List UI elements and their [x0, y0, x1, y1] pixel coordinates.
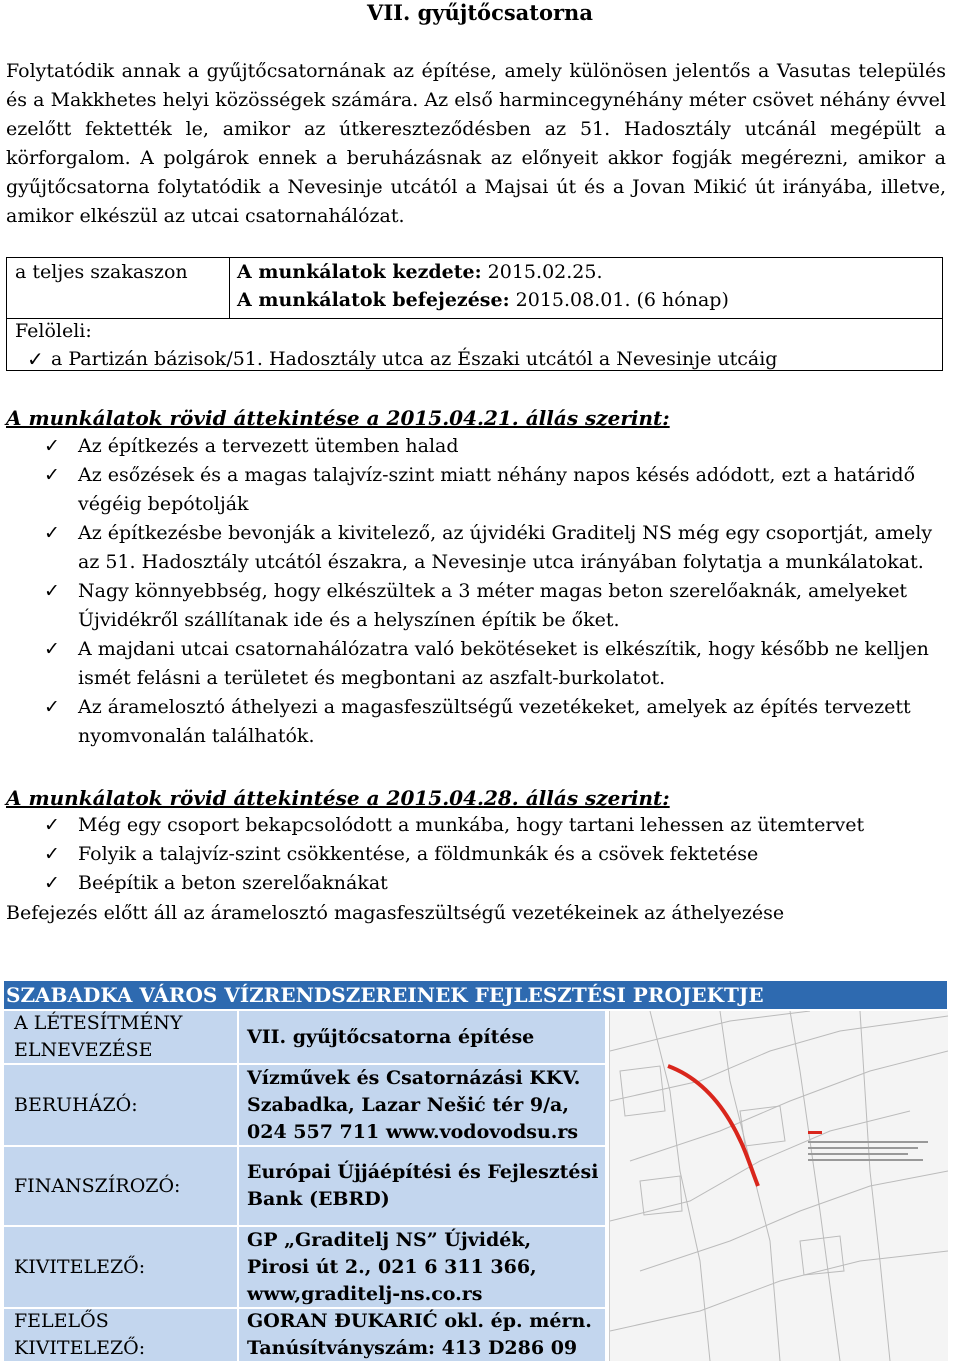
project-info-panel [4, 981, 947, 1361]
project-row [4, 1147, 605, 1225]
project-row [4, 1309, 605, 1361]
list-item-text: A majdani utcai csatornahálózatra való bekötéseket is elkészítik, hogy később ne kelljen ismét felásni a területet és megbontani az aszfalt-burkolatot. [78, 638, 929, 689]
check-icon: ✓ [44, 814, 60, 836]
list-item [6, 811, 941, 840]
route-line [668, 1066, 758, 1186]
section-label: a teljes szakaszon [15, 261, 188, 283]
covers-item: a Partizán bázisok/51. Hadosztály utca az Északi utcától a Nevesinje utcáig [51, 348, 778, 370]
project-row-label [14, 1092, 138, 1119]
project-row-value [247, 1227, 537, 1308]
end-line [237, 289, 729, 311]
project-title: SZABADKA VÁROS VÍZRENDSZEREINEK FEJLESZTÉSI PROJEKTJE [4, 981, 947, 1009]
project-row-label-line: ELNEVEZÉSE [14, 1039, 153, 1061]
project-row [4, 1227, 605, 1307]
route-map [609, 1011, 948, 1361]
project-row-label-line: FELELŐS [14, 1310, 109, 1332]
list-item [6, 432, 941, 461]
list-item-text: Beépítik a beton szerelőaknákat [78, 872, 388, 894]
check-icon: ✓ [44, 435, 60, 457]
project-row-value [247, 1065, 580, 1146]
list-item-text: Az építkezésbe bevonják a kivitelező, az újvidéki Graditelj NS még egy csoportját, amely az 51. Hadosztály utcától északra, a Nevesinje utca irányában folytatja a munkálatokat. [78, 522, 933, 573]
schedule-dates-row [7, 258, 942, 319]
project-row-value-line: Vízművek és Csatornázási KKV. [247, 1067, 581, 1089]
end-date: 2015.08.01. (6 hónap) [515, 289, 729, 311]
schedule-divider [229, 258, 230, 318]
project-row-value [247, 1024, 534, 1051]
check-icon: ✓ [44, 580, 60, 602]
project-row-label-line: KIVITELEZŐ: [14, 1337, 146, 1359]
project-table [4, 1011, 605, 1361]
review-2-list [6, 811, 941, 898]
closing-note: Befejezés előtt áll az áramelosztó magasfeszültségű vezetékeinek az áthelyezése [6, 902, 785, 924]
project-row-label [14, 1254, 145, 1281]
list-item [6, 840, 941, 869]
project-row-value-line: VII. gyűjtőcsatorna építése [247, 1026, 535, 1048]
list-item-text: Nagy könnyebbség, hogy elkészültek a 3 méter magas beton szerelőaknák, amelyeket Újvidékről szállítanak ide és a helyszínen építik be őket. [78, 580, 908, 631]
schedule-box [6, 257, 943, 371]
check-icon: ✓ [44, 843, 60, 865]
project-row-label [14, 1010, 182, 1064]
check-icon: ✓ [44, 696, 60, 718]
list-item [6, 519, 941, 577]
start-label: A munkálatok kezdete: [237, 261, 482, 283]
list-item-text: Az áramelosztó áthelyezi a magasfeszültségű vezetékeket, amelyek az építés tervezett nyomvonalán találhatók. [78, 696, 911, 747]
project-row-label-line: BERUHÁZÓ: [14, 1094, 138, 1116]
page-title: VII. gyűjtőcsatorna [367, 0, 593, 25]
list-item-text: Az esőzések és a magas talajvíz-szint miatt néhány napos késés adódott, ezt a határidő végéig bepótolják [78, 464, 916, 515]
check-icon: ✓ [44, 638, 60, 660]
route-map-graphic [610, 1011, 948, 1361]
start-date: 2015.02.25. [487, 261, 603, 283]
review-1-heading: A munkálatok rövid áttekintése a 2015.04.21. állás szerint: [6, 406, 670, 430]
project-row-value-line: GORAN ĐUKARIĆ okl. ép. mérn. [247, 1310, 592, 1332]
project-row-value-line: Európai Újjáépítési és Fejlesztési [247, 1161, 599, 1183]
project-row-value-line: Szabadka, Lazar Nešić tér 9/a, [247, 1094, 569, 1116]
intro-paragraph: Folytatódik annak a gyűjtőcsatornának az építése, amely különösen jelentős a Vasutas település és a Makkhetes helyi közösségek számára. Az első harmincegynéhány méter csövet néhány évvel ezelőtt fektették le, amikor az útkereszteződésben az 51. Hadosztály utcánál megépült a körforgalom. A polgárok ennek a beruházásnak az előnyeit akkor fogják megérezni, amikor a gyűjtőcsatorna folytatódik a Nevesinje utcától a Majsai út és a Jovan Mikić út irányába, illetve, amikor elkészül az utcai csatornahálózat. [6, 60, 946, 227]
project-row-label-line: A LÉTESÍTMÉNY [14, 1012, 183, 1034]
project-row-value-line: Pirosi út 2., 021 6 311 366, [247, 1256, 537, 1278]
project-row-value-line: www,graditelj-ns.co.rs [247, 1283, 483, 1305]
check-icon: ✓ [44, 464, 60, 486]
list-item [6, 693, 941, 751]
project-row-label-line: KIVITELEZŐ: [14, 1256, 146, 1278]
list-item-text: Folyik a talajvíz-szint csökkentése, a földmunkák és a csövek fektetése [78, 843, 759, 865]
end-label: A munkálatok befejezése: [237, 289, 510, 311]
start-line [237, 261, 603, 283]
check-icon: ✓ [44, 872, 60, 894]
project-row-value-line: GP „Graditelj NS” Újvidék, [247, 1229, 532, 1251]
review-1-list [6, 432, 941, 751]
project-row-label-line: FINANSZÍROZÓ: [14, 1175, 181, 1197]
list-item [6, 461, 941, 519]
project-row-label [14, 1308, 145, 1362]
project-row-label [14, 1173, 180, 1200]
review-2-heading: A munkálatok rövid áttekintése a 2015.04.28. állás szerint: [6, 786, 670, 810]
project-row-value-line: Bank (EBRD) [247, 1188, 390, 1210]
project-row-value [247, 1308, 592, 1362]
project-row [4, 1065, 605, 1145]
project-table-divider [237, 1011, 239, 1361]
list-item-text: Az építkezés a tervezett ütemben halad [78, 435, 459, 457]
project-row-value-line: 024 557 711 www.vodovodsu.rs [247, 1121, 579, 1143]
check-icon: ✓ [27, 347, 44, 371]
list-item-text: Még egy csoport bekapcsolódott a munkába, hogy tartani lehessen az ütemtervet [78, 814, 865, 836]
list-item [6, 635, 941, 693]
covers-label: Felöleli: [15, 320, 92, 342]
list-item [6, 869, 941, 898]
check-icon: ✓ [44, 522, 60, 544]
project-row [4, 1011, 605, 1063]
project-row-value-line: Tanúsítványszám: 413 D286 09 [247, 1337, 578, 1359]
project-row-value [247, 1159, 598, 1213]
list-item [6, 577, 941, 635]
legend-swatch [808, 1131, 822, 1134]
